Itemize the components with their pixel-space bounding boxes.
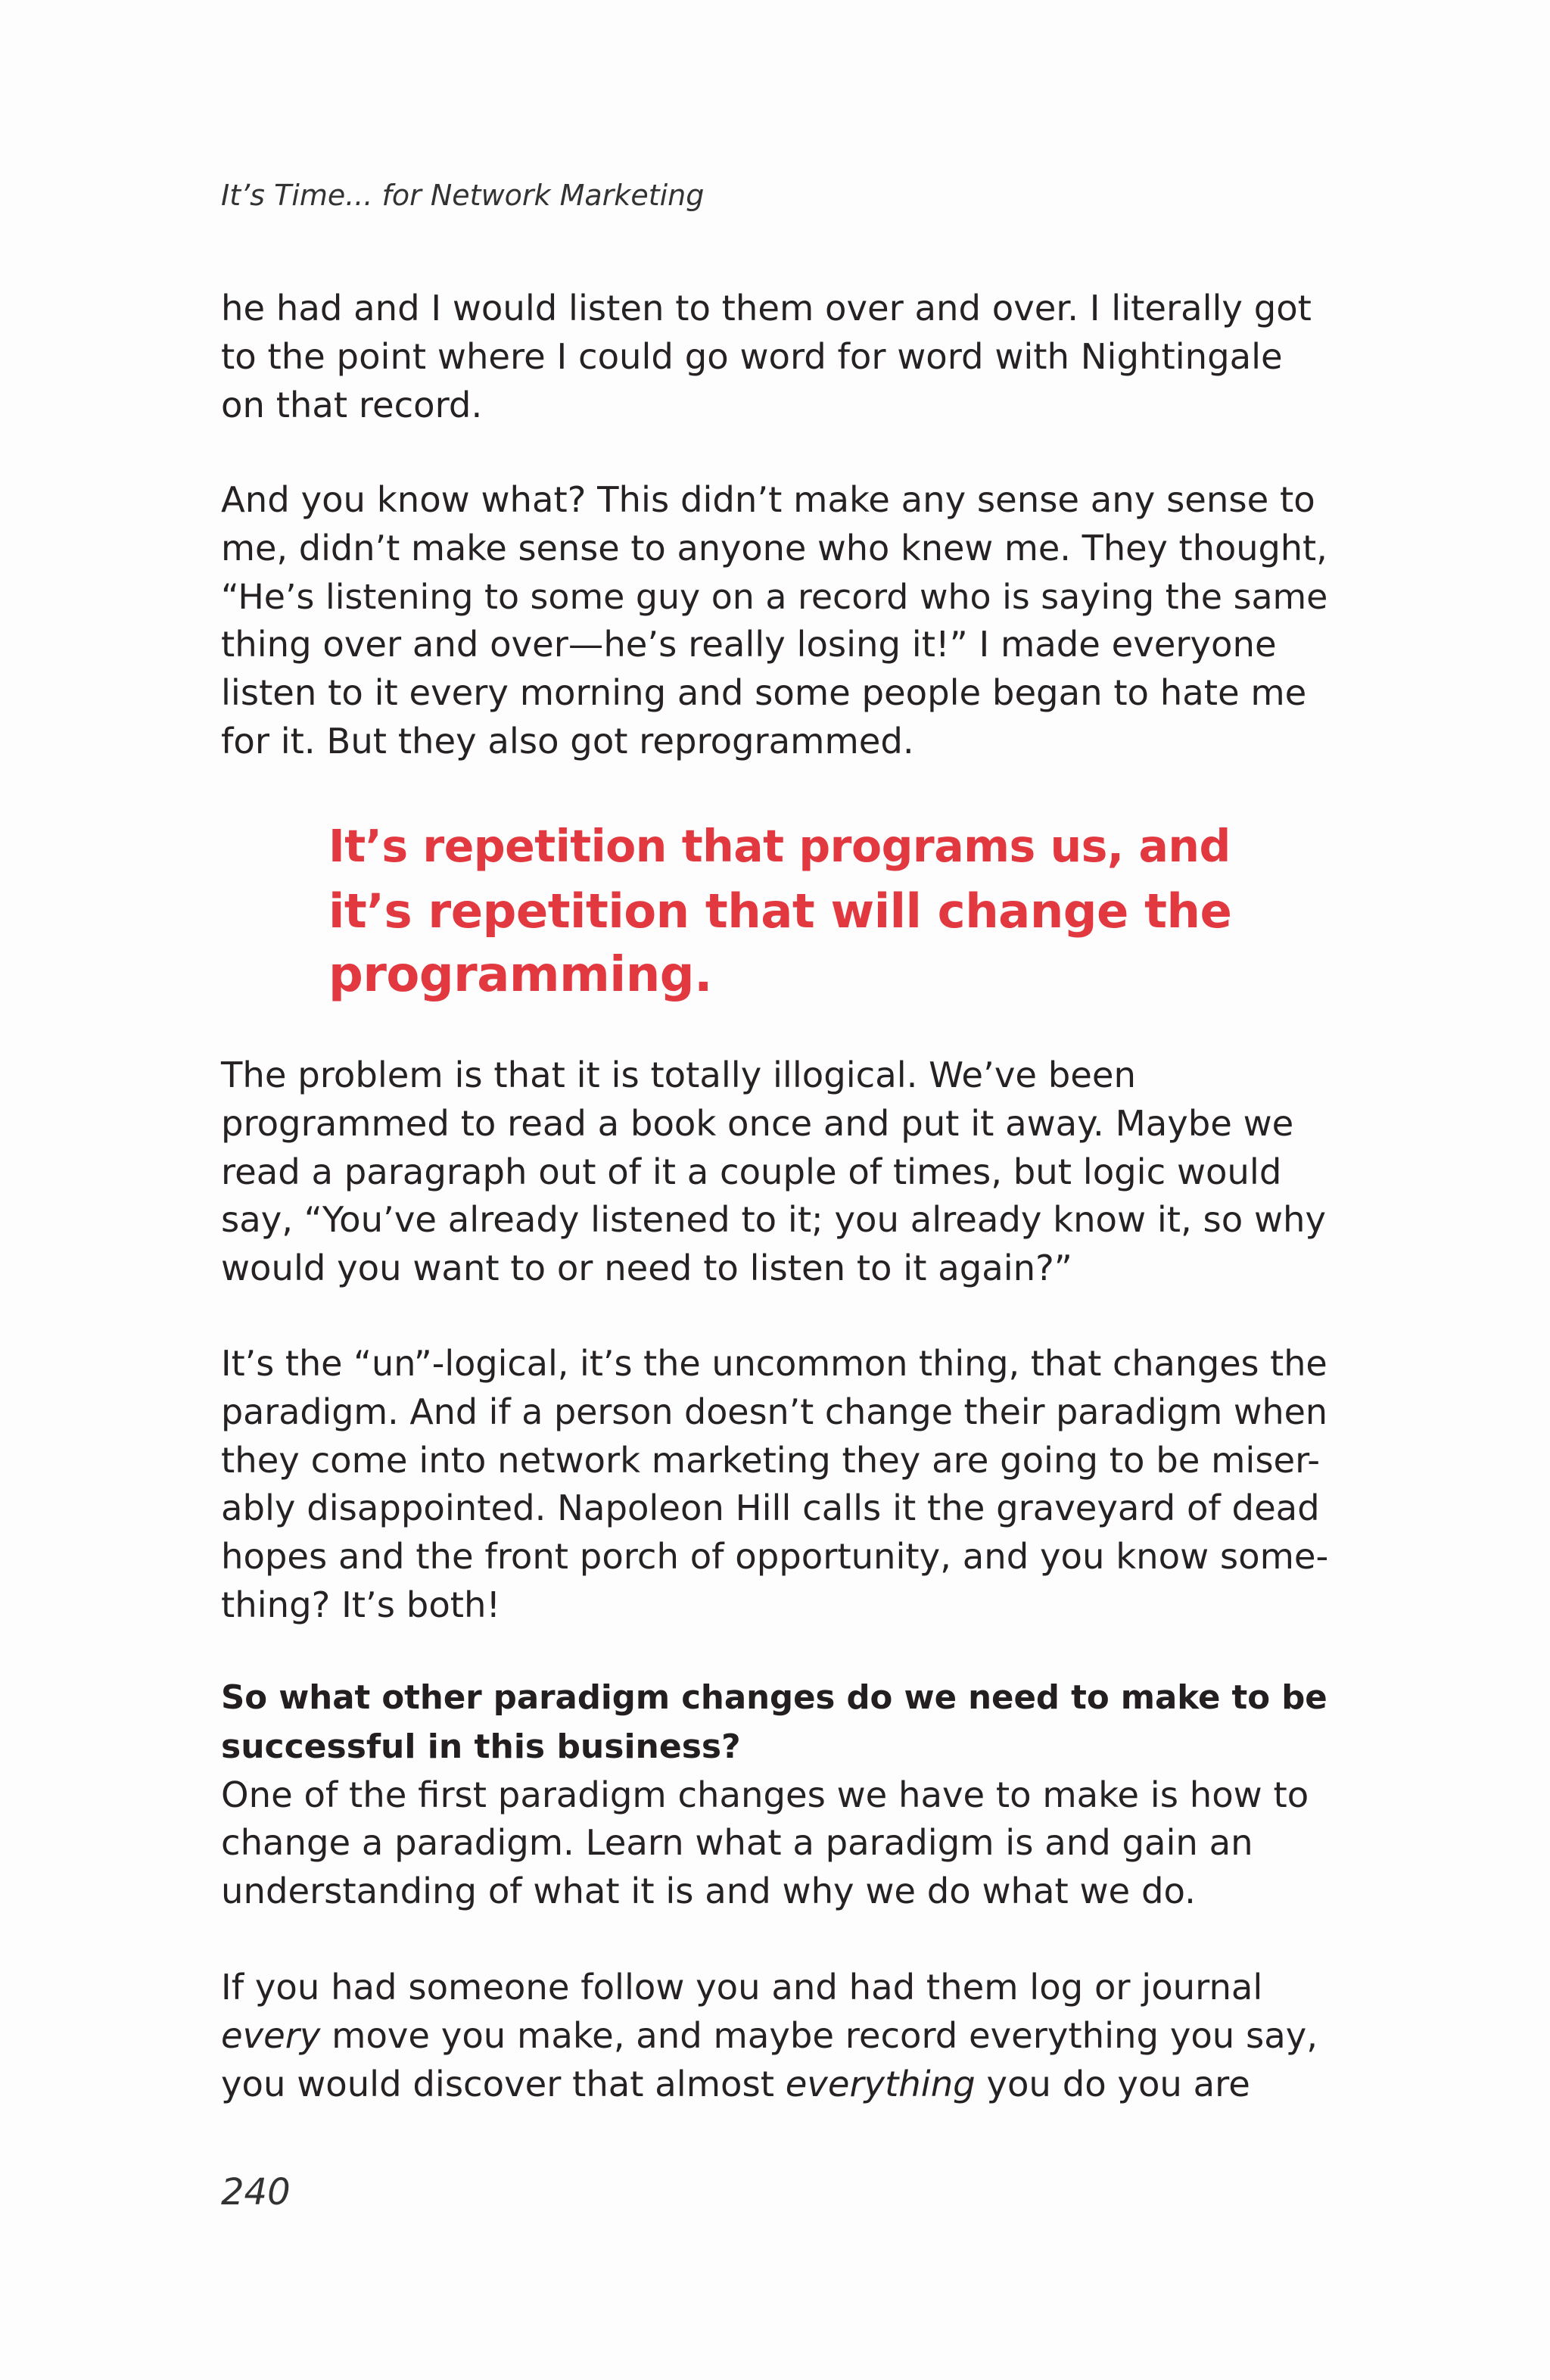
paragraph-problem-illogical xyxy=(221,1051,1334,1293)
question-heading-line: So what other paradigm changes do we need to make to be xyxy=(221,1679,1327,1717)
pull-quote-line: programming. xyxy=(328,947,712,1003)
text-line: hopes and the front porch of opportunity, and you know some- xyxy=(221,1536,1329,1578)
text-line: It’s the “un”-logical, it’s the uncommon thing, that changes the xyxy=(221,1343,1327,1384)
text-line: change a paradigm. Learn what a paradigm is and gain an xyxy=(221,1822,1253,1864)
paragraph-you-know-what xyxy=(221,476,1334,766)
text-line xyxy=(221,2012,1334,2061)
paragraph-continuation xyxy=(221,285,1334,429)
text-line: me, didn’t make sense to anyone who knew me. They thought, xyxy=(221,527,1327,569)
text-run: you would discover that almost xyxy=(221,2063,786,2104)
text-run: you do you are xyxy=(975,2063,1250,2104)
text-line: they come into network marketing they are going to be miser- xyxy=(221,1439,1321,1481)
text-line: ably disappointed. Napoleon Hill calls it the graveyard of dead xyxy=(221,1488,1320,1529)
text-line: If you had someone follow you and had them log or journal xyxy=(221,1967,1263,2008)
text-line: listen to it every morning and some people began to hate me xyxy=(221,672,1307,714)
text-line: would you want to or need to listen to it again?” xyxy=(221,1248,1072,1289)
pull-quote-line: it’s repetition that will change the xyxy=(328,883,1232,939)
pull-quote xyxy=(328,815,1237,1008)
text-line: on that record. xyxy=(221,384,483,425)
question-section xyxy=(221,1674,1334,1916)
emphasis-every: every xyxy=(221,2014,321,2056)
emphasis-everything: everything xyxy=(785,2063,976,2104)
text-line: thing? It’s both! xyxy=(221,1584,501,1625)
text-run: move you make, and maybe record everything you say, xyxy=(320,2014,1318,2056)
text-line: say, “You’ve already listened to it; you already know it, so why xyxy=(221,1199,1327,1241)
question-heading-line: successful in this business? xyxy=(221,1727,741,1766)
text-line: programmed to read a book once and put it away. Maybe we xyxy=(221,1102,1294,1144)
text-line: he had and I would listen to them over and over. I literally got xyxy=(221,288,1312,329)
paragraph-follow-you xyxy=(221,1964,1334,2108)
text-line: read a paragraph out of it a couple of times, but logic would xyxy=(221,1151,1282,1192)
pull-quote-line: It’s repetition that programs us, and xyxy=(328,821,1231,872)
paragraph-unlogical xyxy=(221,1340,1334,1630)
text-line: “He’s listening to some guy on a record who is saying the same xyxy=(221,575,1328,617)
text-line xyxy=(221,2061,1334,2109)
running-head: It’s Time... for Network Marketing xyxy=(221,179,705,212)
text-line: The problem is that it is totally illogical. We’ve been xyxy=(221,1054,1136,1095)
text-line: to the point where I could go word for word with Nightingale xyxy=(221,335,1283,377)
text-line: thing over and over—he’s really losing it!” I made everyone xyxy=(221,624,1277,665)
text-line: One of the first paradigm changes we have to make is how to xyxy=(221,1774,1309,1815)
text-line: understanding of what it is and why we do what we do. xyxy=(221,1871,1196,1912)
text-line: And you know what? This didn’t make any sense any sense to xyxy=(221,479,1315,520)
text-line: paradigm. And if a person doesn’t change their paradigm when xyxy=(221,1391,1327,1432)
page-number: 240 xyxy=(221,2171,291,2213)
text-line: for it. But they also got reprogrammed. xyxy=(221,720,914,762)
